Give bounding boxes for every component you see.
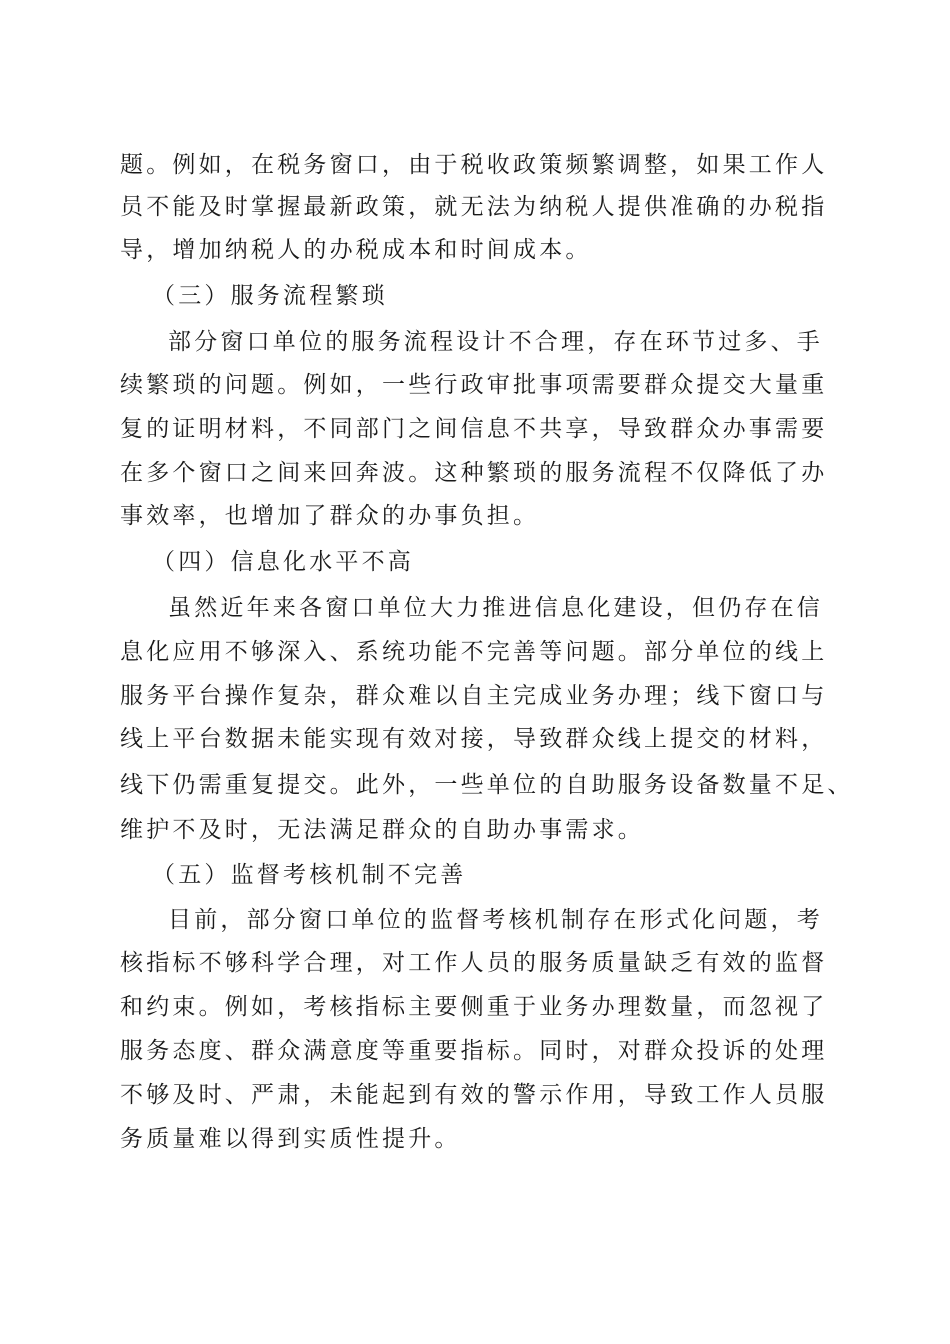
text-line: 员不能及时掌握最新政策，就无法为纳税人提供准确的办税指: [120, 194, 828, 220]
text-line: 事效率，也增加了群众的办事负担。: [120, 503, 540, 529]
section-heading-5: （五）监督考核机制不完善: [152, 862, 467, 888]
text-line: 导，增加纳税人的办税成本和时间成本。: [120, 237, 592, 263]
paragraph-first-line: 目前，部分窗口单位的监督考核机制存在形式化问题，考: [168, 907, 823, 933]
text-line: 和约束。例如，考核指标主要侧重于业务办理数量，而忽视了: [120, 994, 828, 1020]
text-line: 维护不及时，无法满足群众的自助办事需求。: [120, 817, 644, 843]
section-heading-4: （四）信息化水平不高: [152, 549, 414, 575]
text-line: 服务态度、群众满意度等重要指标。同时，对群众投诉的处理: [120, 1038, 828, 1064]
text-line: 息化应用不够深入、系统功能不完善等问题。部分单位的线上: [120, 639, 828, 665]
text-line: 续繁琐的问题。例如，一些行政审批事项需要群众提交大量重: [120, 372, 828, 398]
text-line: 服务平台操作复杂，群众难以自主完成业务办理；线下窗口与: [120, 683, 828, 709]
text-line: 线下仍需重复提交。此外，一些单位的自助服务设备数量不足、: [120, 772, 854, 798]
text-line: 复的证明材料，不同部门之间信息不共享，导致群众办事需要: [120, 416, 828, 442]
paragraph-first-line: 虽然近年来各窗口单位大力推进信息化建设，但仍存在信: [168, 595, 823, 621]
text-line: 在多个窗口之间来回奔波。这种繁琐的服务流程不仅降低了办: [120, 460, 828, 486]
text-line: 核指标不够科学合理，对工作人员的服务质量缺乏有效的监督: [120, 950, 828, 976]
text-line: 题。例如，在税务窗口，由于税收政策频繁调整，如果工作人: [120, 152, 828, 178]
paragraph-first-line: 部分窗口单位的服务流程设计不合理，存在环节过多、手: [168, 329, 823, 355]
text-line: 线上平台数据未能实现有效对接，导致群众线上提交的材料，: [120, 726, 828, 752]
text-line: 务质量难以得到实质性提升。: [120, 1126, 461, 1152]
text-line: 不够及时、严肃，未能起到有效的警示作用，导致工作人员服: [120, 1082, 828, 1108]
section-heading-3: （三）服务流程繁琐: [152, 283, 388, 309]
